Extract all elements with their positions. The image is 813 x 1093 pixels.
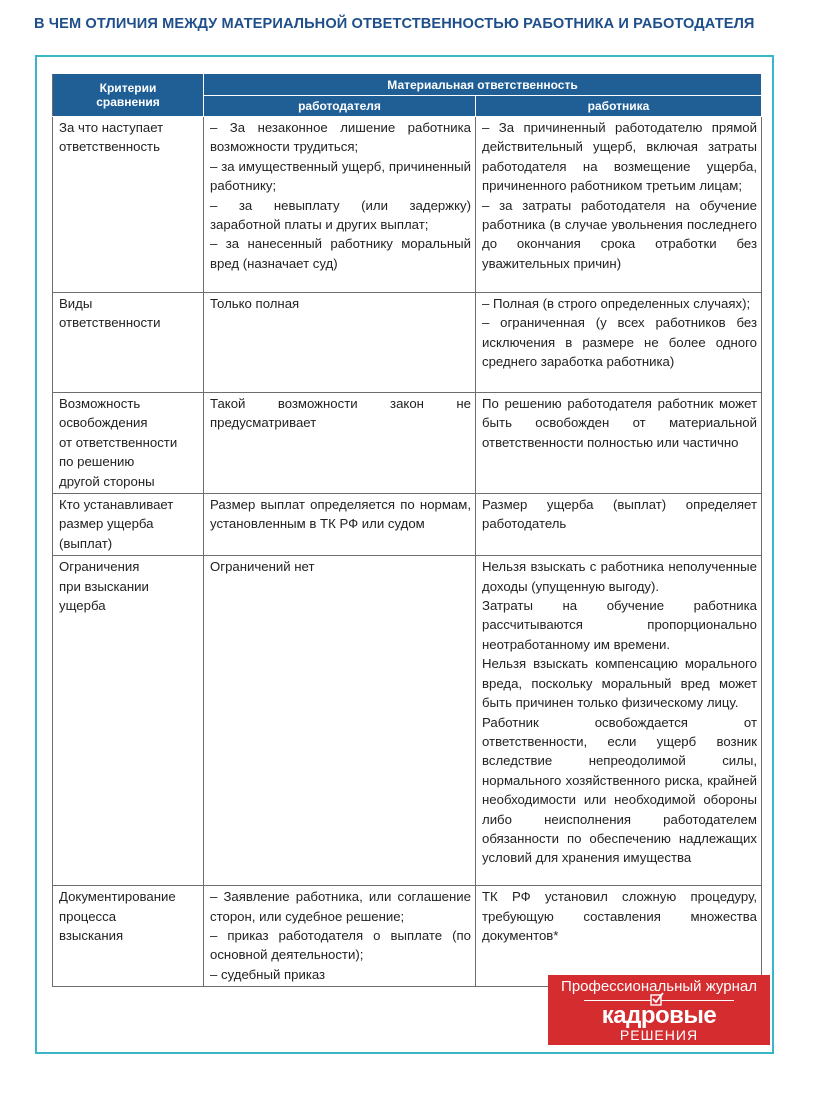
employee-text: – ограниченная (у всех работников без исключения в размере не более одного среднего заработка работника)	[482, 315, 757, 370]
table-row	[53, 494, 762, 556]
employer-text: Только полная	[210, 296, 300, 311]
employer-cell	[204, 293, 476, 393]
employee-text: – за затраты работодателя на обучение работника (в случае увольнения последнего до окончания срока отработки без уважительных причин)	[482, 197, 757, 271]
logo-subname: РЕШЕНИЯ	[619, 1027, 699, 1043]
criterion-text: Возможность	[59, 396, 141, 411]
employee-cell	[476, 393, 762, 494]
criterion-text: ответственности	[59, 315, 161, 331]
criterion-text: взыскания	[59, 928, 124, 944]
table-row	[53, 117, 762, 293]
header-employer: работодателя	[204, 96, 476, 117]
criterion-cell	[53, 293, 204, 393]
employee-cell	[476, 494, 762, 556]
employee-text: По решению работодателя работник может быть освобожден от материальной ответственности полностью или частично	[482, 396, 757, 450]
table-row	[53, 886, 762, 987]
employee-text: Размер ущерба (выплат) определяет работодатель	[482, 497, 757, 532]
employee-text: Работник освобождается от ответственности, если ущерб возник вследствие непреодолимой силы, нормального хозяйственного риска, крайней необходимости или необходимой обороны либо неисполнения работодателем обязанности по обеспечению надлежащих условий для хранения имущества	[482, 714, 757, 866]
criterion-cell	[53, 393, 204, 494]
criterion-cell	[53, 886, 204, 987]
criterion-text: по решению	[59, 454, 135, 470]
criterion-text: размер ущерба	[59, 516, 154, 532]
employer-text: Ограничений нет	[210, 559, 315, 575]
employee-cell	[476, 556, 762, 886]
employee-text: Затраты на обучение работника рассчитываются пропорционально неотработанному им времени.	[482, 598, 757, 652]
criterion-text: освобождения	[59, 415, 148, 431]
employer-text: – за невыплату (или задержку) заработной платы и других выплат;	[210, 197, 471, 233]
logo-tagline: Профессиональный журнал	[561, 978, 757, 995]
employer-text: – приказ работодателя о выплате (по основной деятельности);	[210, 928, 471, 963]
table-row	[53, 393, 762, 494]
employer-text: Такой возможности закон не предусматривает	[210, 396, 471, 431]
employer-text: – за нанесенный работнику моральный вред (назначает суд)	[210, 236, 471, 271]
table-row	[53, 556, 762, 886]
header-criteria-line: Критерии	[99, 81, 157, 95]
employer-cell	[204, 117, 476, 293]
header-criteria-line: сравнения	[96, 95, 160, 109]
header-group: Материальная ответственность	[204, 74, 762, 96]
employer-text: – за имущественный ущерб, причиненный работнику;	[210, 158, 471, 194]
criterion-text: Ограничения	[59, 559, 140, 575]
criterion-cell	[53, 117, 204, 293]
criterion-text: ущерба	[59, 598, 106, 614]
criterion-cell	[53, 556, 204, 886]
criterion-text: Кто устанавливает	[59, 497, 174, 513]
employee-text: – Полная (в строго определенных случаях);	[482, 296, 751, 311]
employer-text: Размер выплат определяется по нормам, установленным в ТК РФ или судом	[210, 497, 471, 532]
employer-text: – судебный приказ	[210, 966, 326, 982]
employee-text: Нельзя взыскать компенсацию морального вреда, поскольку моральный вред может быть причинен только физическому лицу.	[482, 656, 757, 711]
criterion-text: от ответственности	[59, 434, 178, 450]
employer-cell	[204, 393, 476, 494]
criterion-cell	[53, 494, 204, 556]
table-body	[53, 117, 762, 987]
criterion-text: Виды	[59, 296, 93, 311]
page-title: В ЧЕМ ОТЛИЧИЯ МЕЖДУ МАТЕРИАЛЬНОЙ ОТВЕТСТВЕННОСТЬЮ РАБОТНИКА И РАБОТОДАТЕЛЯ	[34, 16, 755, 32]
employee-text: Нельзя взыскать с работника неполученные доходы (упущенную выгоду).	[482, 559, 757, 594]
table-row	[53, 293, 762, 393]
employer-cell	[204, 556, 476, 886]
criterion-text: За что наступает	[59, 120, 164, 135]
employer-cell	[204, 886, 476, 987]
header-criteria	[53, 74, 204, 117]
employee-text: ТК РФ установил сложную процедуру, требующую составления множества документов*	[482, 889, 757, 944]
employer-cell	[204, 494, 476, 556]
criterion-text: ответственность	[59, 139, 160, 155]
logo-name: кадровые	[601, 1002, 717, 1029]
employer-text: – За незаконное лишение работника возможности трудиться;	[210, 120, 471, 155]
journal-logo	[548, 975, 770, 1045]
employee-cell	[476, 293, 762, 393]
criterion-text: при взыскании	[59, 578, 149, 594]
employer-text: – Заявление работника, или соглашение сторон, или судебное решение;	[210, 889, 471, 924]
comparison-table	[52, 73, 762, 987]
employee-cell	[476, 117, 762, 293]
employee-text: – За причиненный работодателю прямой действительный ущерб, включая затраты работодателя на возмещение ущерба, причиненного работником третьим лицам;	[482, 120, 757, 194]
criterion-text: (выплат)	[59, 535, 113, 551]
criterion-text: процесса	[59, 908, 117, 924]
employee-cell	[476, 886, 762, 987]
criterion-text: Документирование	[59, 889, 176, 905]
criterion-text: другой стороны	[59, 473, 155, 489]
header-employee: работника	[476, 96, 762, 117]
